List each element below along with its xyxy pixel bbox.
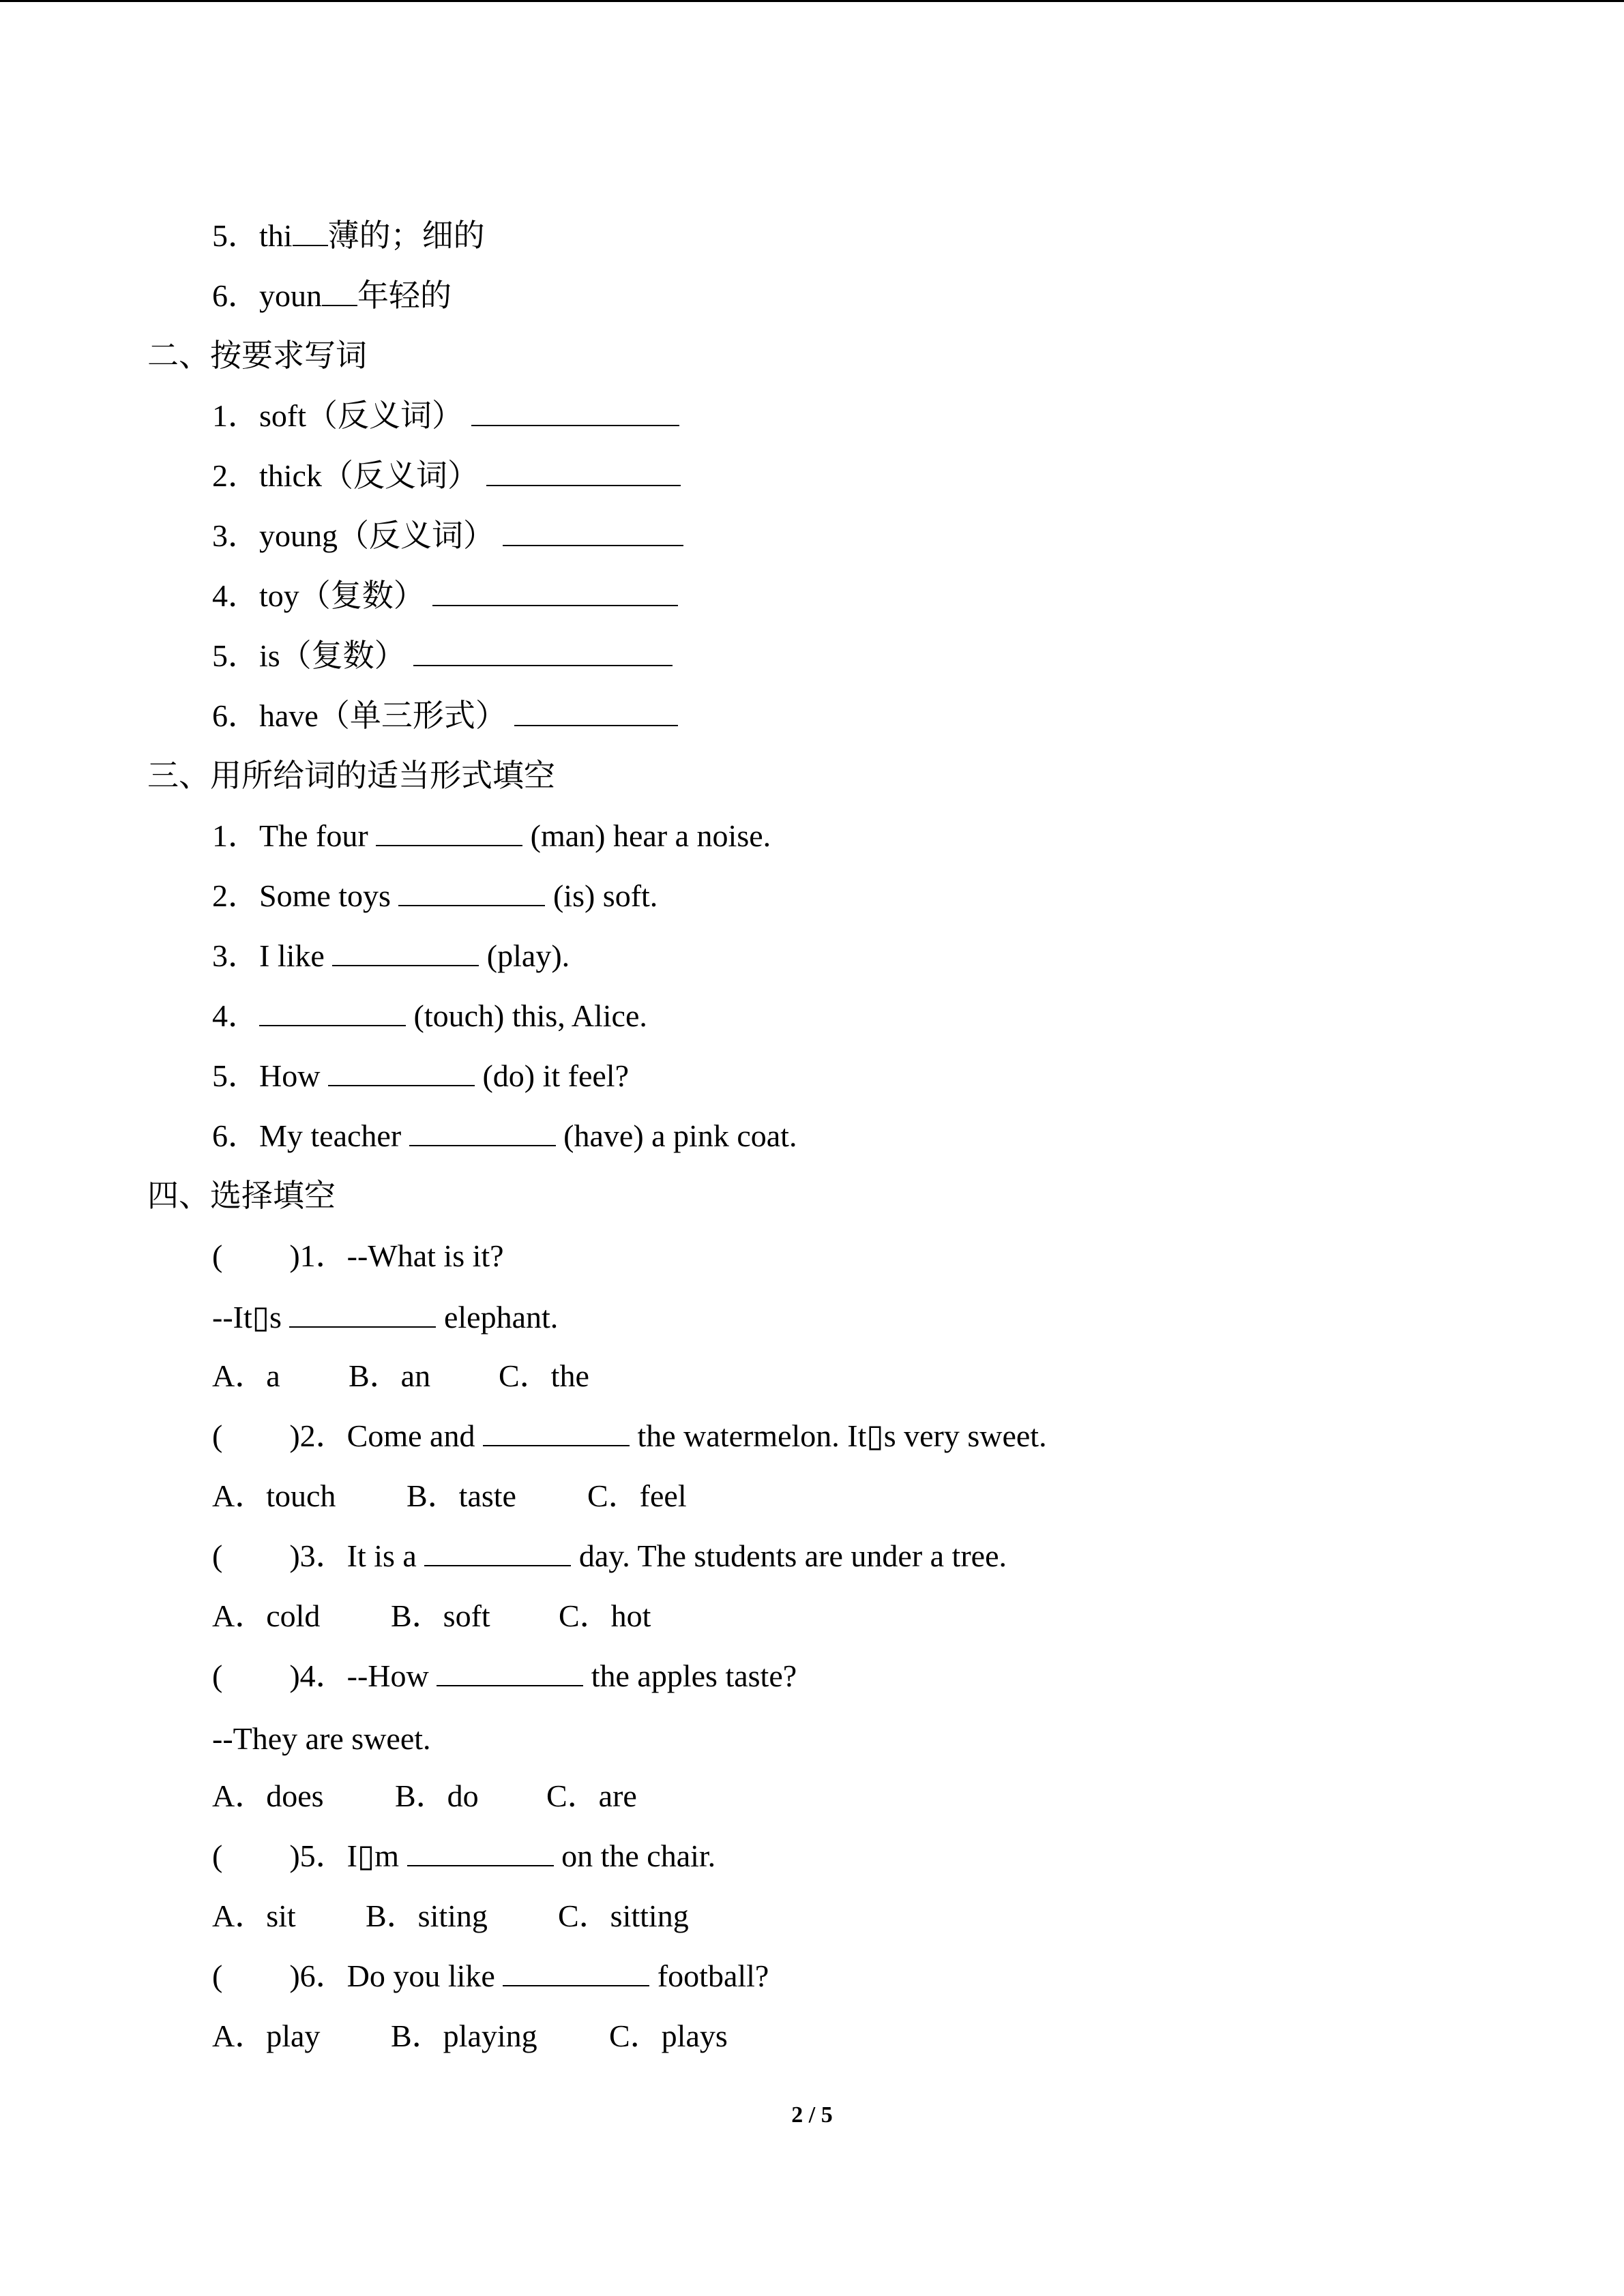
answer-blank[interactable] [503, 1959, 649, 1986]
option-b[interactable]: B．soft [391, 1598, 490, 1633]
question-2 [212, 1417, 1047, 1455]
item-number: 1． [212, 398, 259, 433]
item-number: 4． [212, 998, 259, 1033]
item-number: 2． [212, 458, 259, 493]
section3-item-1 [212, 817, 771, 855]
item-number: 6． [212, 278, 259, 313]
option-a[interactable]: A．play [212, 2018, 321, 2053]
page-number: 2 / 5 [791, 2102, 833, 2128]
section3-heading: 三、用所给词的适当形式填空 [147, 758, 555, 793]
question-5-options [212, 1897, 689, 1935]
question-stem: --What is it? [346, 1238, 504, 1273]
item-number: 1． [212, 818, 259, 853]
option-a[interactable]: A．cold [212, 1598, 321, 1633]
question-number: )1． [289, 1238, 347, 1273]
option-c[interactable]: C．feel [587, 1478, 687, 1513]
answer-blank[interactable] [483, 1419, 630, 1446]
answer-paren-open: ( [212, 1958, 223, 1993]
question-1-line2 [212, 1298, 558, 1337]
section2-item-2 [212, 457, 681, 495]
option-c[interactable]: C．the [499, 1358, 589, 1393]
item-number: 3． [212, 938, 259, 973]
question-1 [212, 1237, 504, 1275]
question-text-after: elephant. [436, 1300, 559, 1335]
letter-blank[interactable] [322, 279, 357, 306]
item-number: 5． [212, 218, 259, 253]
item-prompt: toy（复数） [259, 578, 425, 613]
item-text-after: (man) hear a noise. [522, 818, 771, 853]
question-text-before: Come and [346, 1418, 483, 1453]
part1-item-5 [212, 217, 485, 255]
option-b[interactable]: B．playing [391, 2018, 537, 2053]
section3-item-2 [212, 877, 658, 915]
answer-blank[interactable] [503, 519, 683, 546]
section2-item-6 [212, 697, 678, 735]
item-text-before: The four [259, 818, 377, 853]
section3-item-4 [212, 997, 647, 1035]
question-5 [212, 1837, 715, 1875]
word-meaning: 年轻的 [357, 278, 452, 313]
answer-paren-open: ( [212, 1538, 223, 1573]
item-prompt: thick（反义词） [259, 458, 479, 493]
part1-item-6 [212, 277, 452, 315]
option-a[interactable]: A．a [212, 1358, 280, 1393]
question-text-before: I▯m [346, 1838, 407, 1873]
item-text-before: My teacher [259, 1118, 409, 1153]
item-text-after: (is) soft. [545, 878, 658, 913]
word-prefix: youn [259, 278, 322, 313]
answer-blank[interactable] [332, 939, 479, 966]
section2-item-5 [212, 637, 673, 675]
question-text-after: the watermelon. It▯s very sweet. [629, 1418, 1047, 1453]
section2-item-1 [212, 397, 679, 435]
question-text-after: the apples taste? [583, 1658, 797, 1693]
item-prompt: is（复数） [259, 638, 406, 673]
section3-item-5 [212, 1057, 629, 1095]
answer-blank[interactable] [259, 999, 406, 1026]
question-text-before: --It▯s [212, 1300, 290, 1335]
question-3-options [212, 1597, 651, 1635]
answer-blank[interactable] [398, 879, 545, 906]
option-c[interactable]: C．are [546, 1778, 637, 1813]
item-number: 3． [212, 518, 259, 553]
question-4 [212, 1657, 797, 1695]
answer-blank[interactable] [424, 1539, 571, 1566]
item-text-after: (do) it feel? [474, 1058, 629, 1093]
item-text-after: (have) a pink coat. [555, 1118, 797, 1153]
answer-paren-open: ( [212, 1658, 223, 1693]
section3-item-3 [212, 937, 570, 975]
item-text-after: (play). [479, 938, 570, 973]
answer-blank[interactable] [471, 399, 679, 426]
section2-heading: 二、按要求写词 [147, 338, 367, 373]
letter-blank[interactable] [293, 219, 328, 246]
item-number: 6． [212, 698, 259, 733]
question-number: )6． [289, 1958, 347, 1993]
option-b[interactable]: B．an [349, 1358, 431, 1393]
question-number: )2． [289, 1418, 347, 1453]
option-a[interactable]: A．touch [212, 1478, 336, 1513]
item-text-after: (touch) this, Alice. [406, 998, 647, 1033]
answer-paren-open: ( [212, 1238, 223, 1273]
answer-blank[interactable] [289, 1300, 436, 1328]
question-6-options [212, 2017, 728, 2055]
question-number: )4． [289, 1658, 347, 1693]
section4-heading: 四、选择填空 [147, 1178, 336, 1213]
question-text-after: football? [649, 1958, 769, 1993]
item-number: 6． [212, 1118, 259, 1153]
item-prompt: soft（反义词） [259, 398, 463, 433]
answer-blank[interactable] [376, 819, 522, 846]
item-text-before: I like [259, 938, 333, 973]
option-c[interactable]: C．plays [609, 2018, 728, 2053]
answer-blank[interactable] [486, 459, 681, 486]
word-meaning: 薄的；细的 [327, 218, 485, 253]
answer-paren-open: ( [212, 1838, 223, 1873]
option-a[interactable]: A．sit [212, 1898, 296, 1933]
question-1-options [212, 1357, 589, 1395]
question-number: )5． [289, 1838, 347, 1873]
section3-item-6 [212, 1117, 797, 1155]
question-number: )3． [289, 1538, 347, 1573]
item-number: 4． [212, 578, 259, 613]
question-4-options [212, 1777, 637, 1815]
item-text-before: How [259, 1058, 328, 1093]
item-number: 2． [212, 878, 259, 913]
option-b[interactable]: B．taste [407, 1478, 516, 1513]
item-number: 5． [212, 638, 259, 673]
answer-blank[interactable] [437, 1659, 583, 1686]
question-4-line2: --They are sweet. [212, 1721, 431, 1756]
word-prefix: thi [259, 218, 293, 253]
question-6 [212, 1957, 769, 1995]
answer-blank[interactable] [407, 1839, 554, 1866]
option-b[interactable]: B．do [395, 1778, 479, 1813]
question-text-after: day. The students are under a tree. [571, 1538, 1007, 1573]
item-prompt: have（单三形式） [259, 698, 507, 733]
answer-blank[interactable] [328, 1059, 475, 1086]
page-top-border [0, 0, 1624, 2]
option-c[interactable]: C．hot [559, 1598, 651, 1633]
option-c[interactable]: C．sitting [558, 1898, 689, 1933]
answer-blank[interactable] [413, 639, 673, 666]
section2-item-3 [212, 517, 683, 555]
answer-blank[interactable] [514, 699, 678, 726]
question-text-after: on the chair. [553, 1838, 716, 1873]
question-2-options [212, 1477, 687, 1515]
question-text-before: Do you like [346, 1958, 503, 1993]
option-a[interactable]: A．does [212, 1778, 324, 1813]
answer-paren-open: ( [212, 1418, 223, 1453]
answer-blank[interactable] [432, 579, 678, 606]
question-text-before: It is a [346, 1538, 425, 1573]
item-text-before: Some toys [259, 878, 399, 913]
option-b[interactable]: B．siting [366, 1898, 488, 1933]
section2-item-4 [212, 577, 678, 615]
item-number: 5． [212, 1058, 259, 1093]
answer-blank[interactable] [409, 1119, 556, 1146]
item-prompt: young（反义词） [259, 518, 494, 553]
question-3 [212, 1537, 1007, 1575]
question-text-before: --How [346, 1658, 437, 1693]
